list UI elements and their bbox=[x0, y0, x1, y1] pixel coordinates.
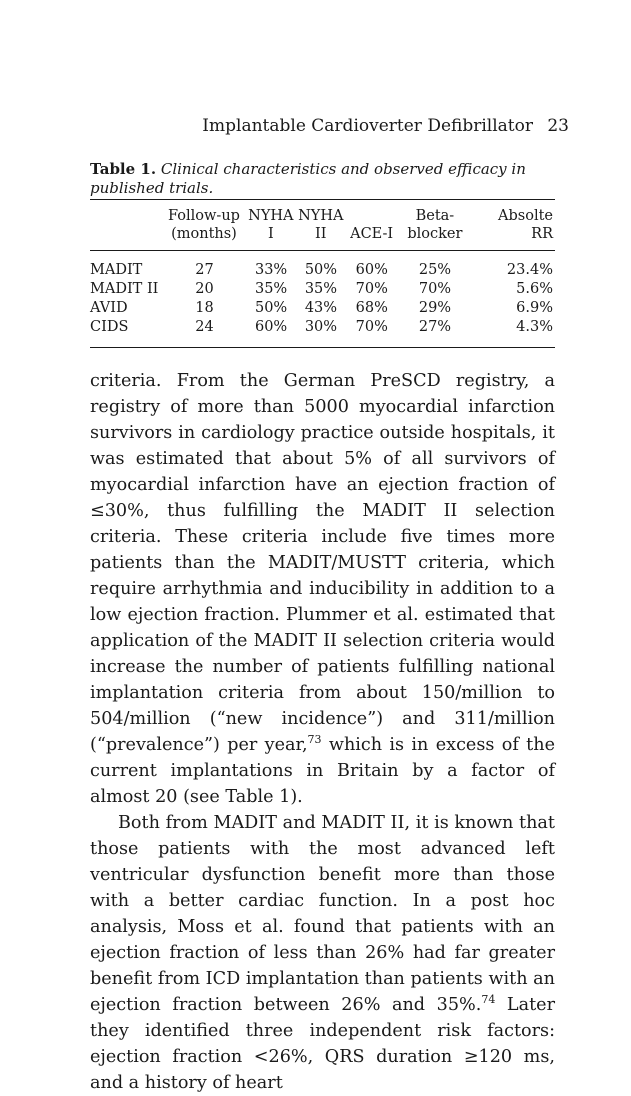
table-caption bbox=[90, 160, 540, 198]
table-cell: 43% bbox=[304, 300, 338, 316]
paragraph-text: which is in excess of the current implantations in Britain by a factor of almost 20 (see Table 1). bbox=[90, 735, 555, 807]
page-number: 23 bbox=[547, 116, 569, 136]
table-cell: 70% bbox=[355, 319, 388, 335]
table-row bbox=[90, 318, 555, 347]
table-cell: CIDS bbox=[90, 319, 129, 335]
table-cell: 35% bbox=[254, 281, 288, 297]
header-beta-blocker bbox=[399, 200, 472, 250]
header-line: Follow-up bbox=[168, 208, 240, 224]
table-cell: 60% bbox=[254, 319, 288, 335]
table-header-row bbox=[90, 200, 555, 250]
table-cell: 68% bbox=[355, 300, 388, 316]
header-line: Beta- bbox=[415, 208, 455, 224]
header-line: I bbox=[267, 226, 274, 242]
table-caption-label: Table 1. bbox=[90, 160, 157, 178]
table-cell: 20 bbox=[195, 281, 214, 297]
table-cell: 5.6% bbox=[516, 281, 553, 297]
running-head-title: Implantable Cardioverter Defibrillator bbox=[202, 116, 533, 136]
table-cell: 30% bbox=[304, 319, 338, 335]
table-cell: AVID bbox=[90, 300, 128, 316]
table-cell: 25% bbox=[418, 262, 452, 278]
table-cell: 50% bbox=[304, 262, 338, 278]
table-cell: 29% bbox=[418, 300, 452, 316]
header-line: Absolte bbox=[498, 208, 553, 224]
table-cell: 6.9% bbox=[516, 300, 553, 316]
header-line: RR bbox=[531, 226, 553, 242]
table-row bbox=[90, 299, 555, 318]
table-cell: 24 bbox=[195, 319, 214, 335]
table-row bbox=[90, 280, 555, 299]
running-head bbox=[0, 116, 631, 140]
table-cell: MADIT II bbox=[90, 281, 159, 297]
header-trial bbox=[90, 200, 163, 250]
paragraph-text: Later they identified three independent risk factors: ejection fraction <26%, QRS duration ≥120 ms, and a history of heart bbox=[90, 995, 555, 1093]
table-cell: 60% bbox=[355, 262, 388, 278]
header-nyha-ii bbox=[297, 200, 345, 250]
header-ace-i bbox=[345, 200, 399, 250]
clinical-characteristics-table bbox=[90, 199, 555, 348]
paragraph bbox=[90, 810, 555, 1096]
header-follow-up bbox=[163, 200, 245, 250]
table-cell: 18 bbox=[195, 300, 214, 316]
table-cell: 27 bbox=[195, 262, 214, 278]
citation-ref: 73 bbox=[307, 733, 322, 747]
header-line: NYHA bbox=[248, 208, 294, 224]
table-cell: MADIT bbox=[90, 262, 143, 278]
header-line: II bbox=[315, 226, 327, 242]
table-cell: 70% bbox=[355, 281, 388, 297]
header-absolute-rr bbox=[471, 200, 555, 250]
table-cell: 27% bbox=[418, 319, 452, 335]
paragraph bbox=[90, 368, 555, 810]
table-cell: 70% bbox=[418, 281, 452, 297]
body-text bbox=[90, 368, 555, 1096]
header-line: (months) bbox=[171, 226, 237, 242]
table-cell: 4.3% bbox=[516, 319, 553, 335]
table-caption-text: Clinical characteristics and observed efficacy in published trials. bbox=[90, 160, 526, 197]
table-bottom-rule bbox=[90, 347, 555, 348]
table-cell: 33% bbox=[254, 262, 288, 278]
paragraph-text: Both from MADIT and MADIT II, it is known that those patients with the most advanced left ventricular dysfunction benefit more than those with a better cardiac function. In a post hoc analysis, Moss et al. found that patients with an ejection fraction of less than 26% had far greater benefit from ICD implantation than patients with an ejection fraction between 26% and 35%. bbox=[90, 813, 555, 1015]
header-line: ACE-I bbox=[350, 226, 394, 242]
table-cell: 35% bbox=[304, 281, 338, 297]
citation-ref: 74 bbox=[481, 993, 496, 1007]
paragraph-text: criteria. From the German PreSCD registry, a registry of more than 5000 myocardial infarction survivors in cardiology practice outside hospitals, it was estimated that about 5% of all survivors of myocardial infarction have an ejection fraction of ≤30%, thus fulfilling the MADIT II selection criteria. These criteria include five times more patients than the MADIT/MUSTT criteria, which require arrhythmia and inducibility in addition to a low ejection fraction. Plummer et al. estimated that application of the MADIT II selection criteria would increase the number of patients fulfilling national implantation criteria from about 150/million to 504/million (“new incidence”) and 311/million (“prevalence”) per year, bbox=[90, 371, 555, 755]
header-nyha-i bbox=[245, 200, 297, 250]
table-row bbox=[90, 251, 555, 280]
header-line: NYHA bbox=[298, 208, 344, 224]
header-line: blocker bbox=[407, 226, 463, 242]
table-cell: 23.4% bbox=[506, 262, 553, 278]
table-cell: 50% bbox=[254, 300, 288, 316]
